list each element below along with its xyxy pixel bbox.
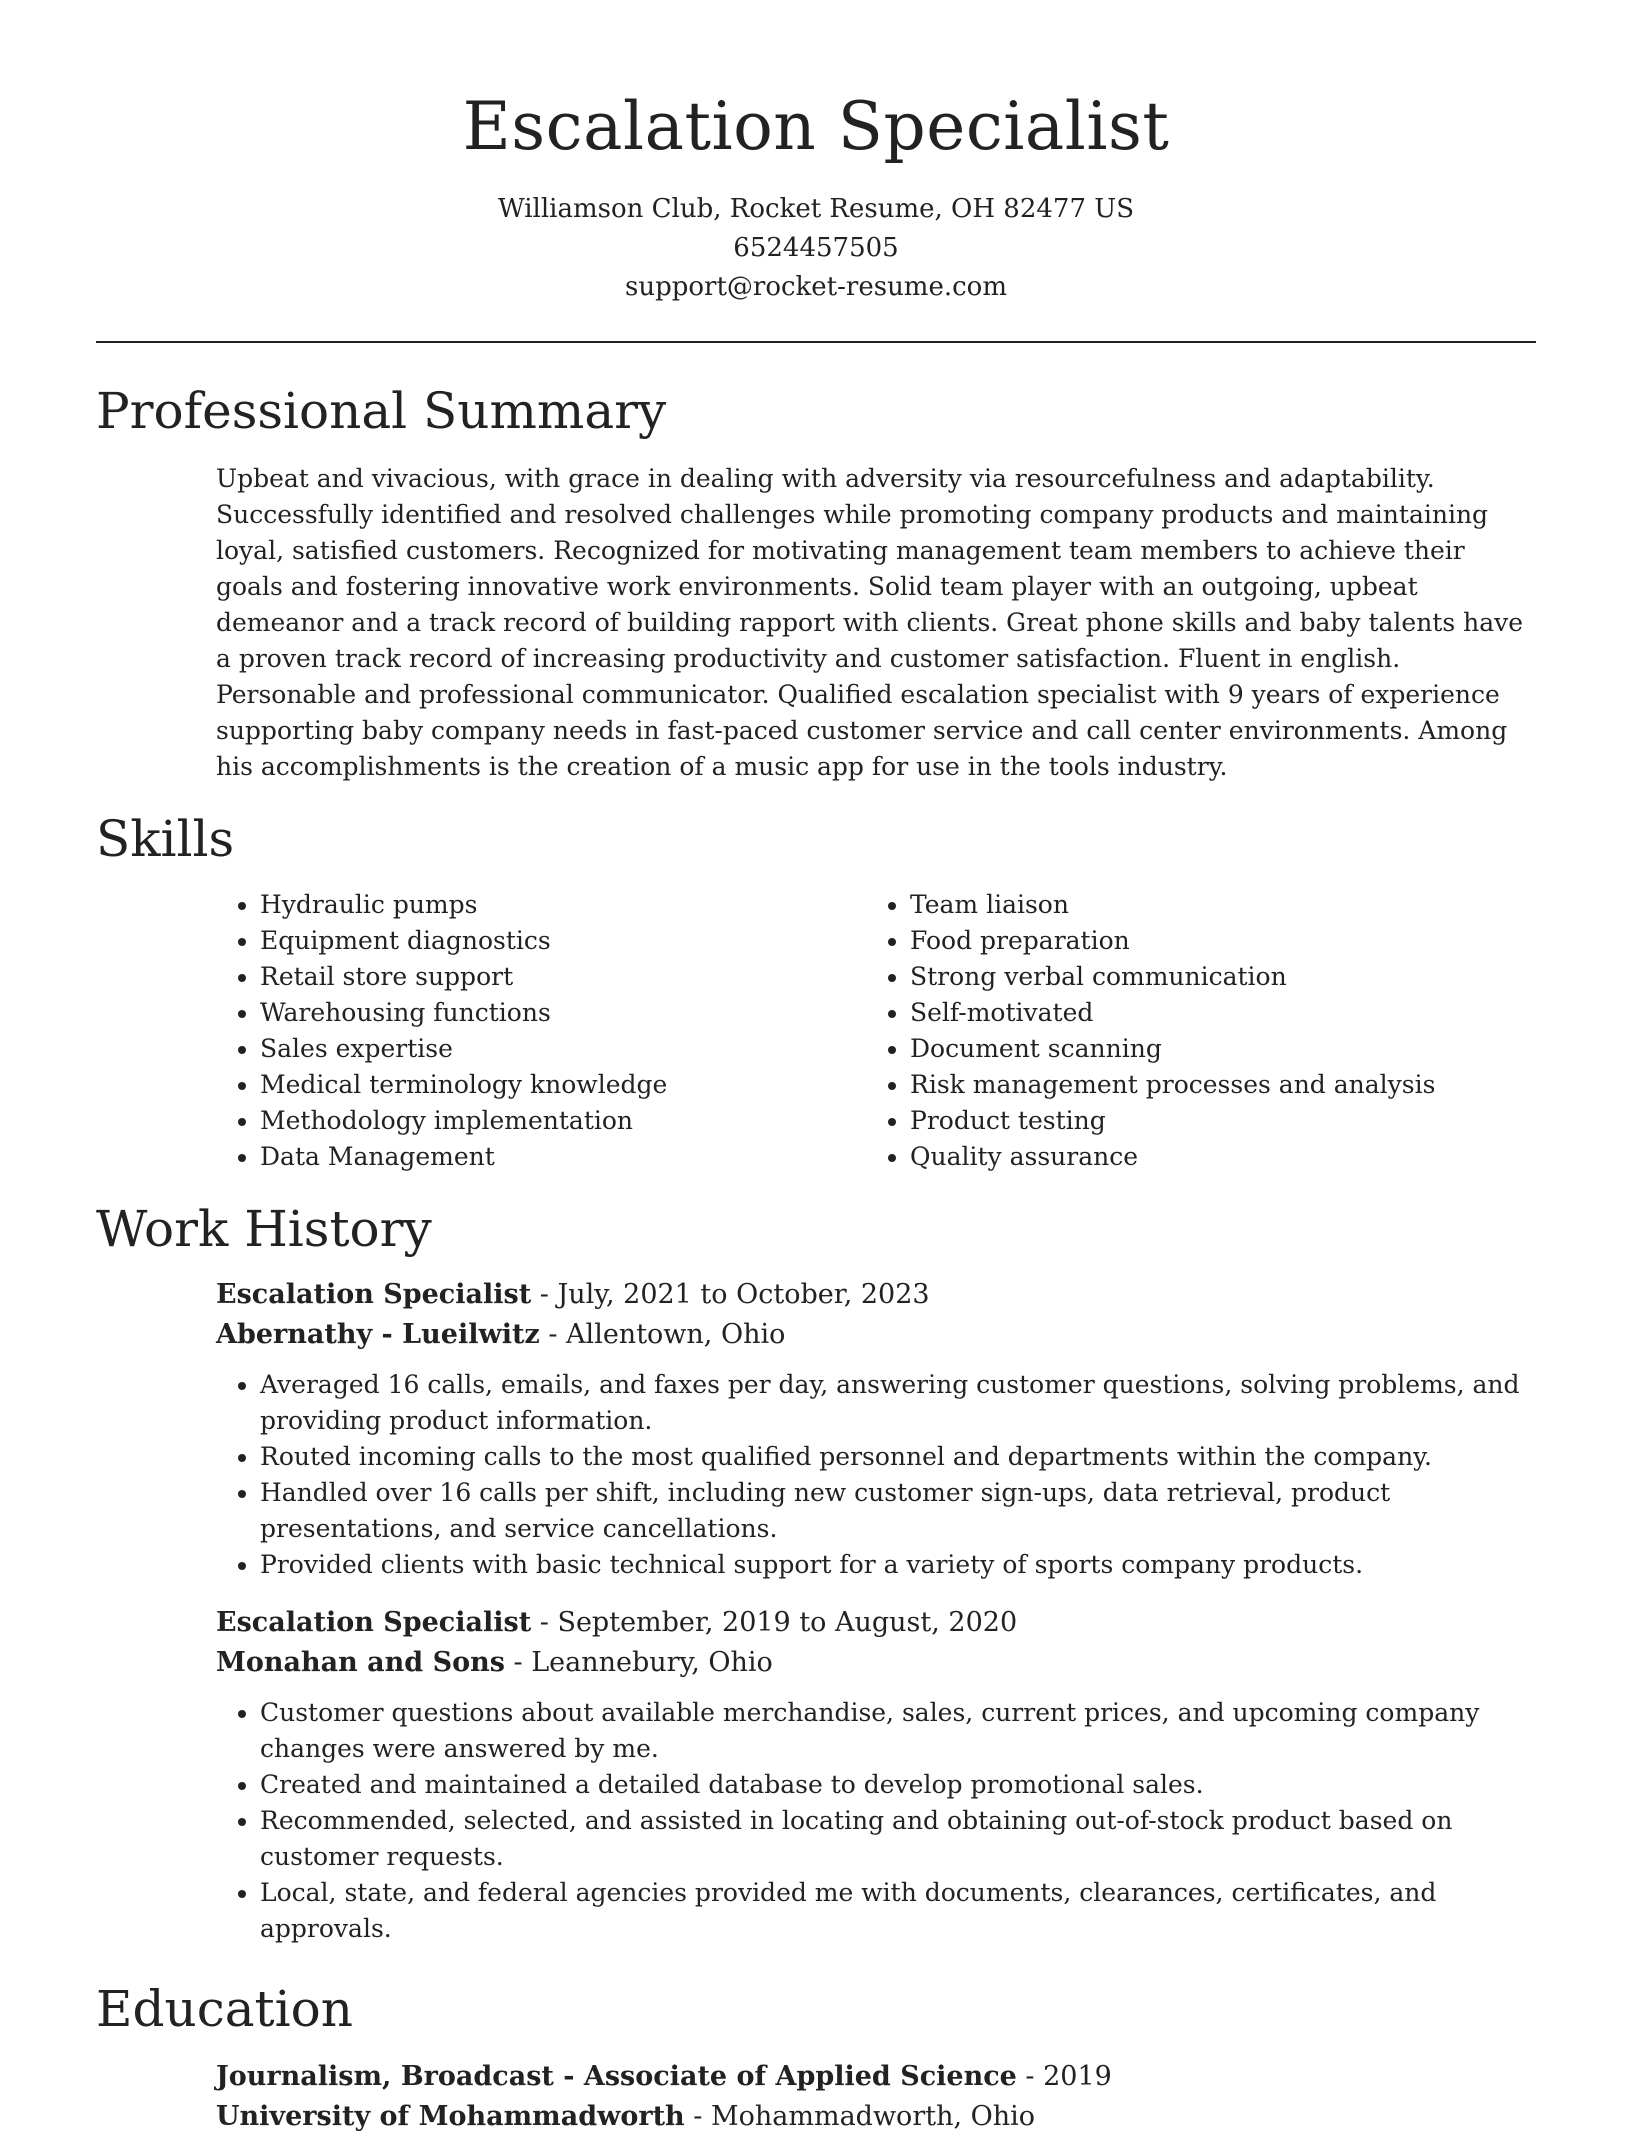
education-location: - Mohammadworth, Ohio	[684, 2101, 1036, 2132]
resume-name: Escalation Specialist	[462, 88, 1170, 165]
skills-column-left	[216, 887, 866, 1175]
skill-item: • Equipment diagnostics	[260, 923, 866, 959]
skill-item: • Data Management	[260, 1139, 866, 1175]
job-entry	[216, 1603, 1536, 1947]
skill-item: • Sales expertise	[260, 1031, 866, 1067]
job-entry	[216, 1275, 1536, 1583]
skill-item: • Medical terminology knowledge	[260, 1067, 866, 1103]
contact-address: Williamson Club, Rocket Resume, OH 82477 US	[497, 194, 1135, 224]
skill-item: • Strong verbal communication	[910, 959, 1516, 995]
job-company: Abernathy - Lueilwitz	[216, 1319, 540, 1350]
contact-info	[96, 190, 1536, 307]
skill-item: • Document scanning	[910, 1031, 1516, 1067]
skill-item: • Warehousing functions	[260, 995, 866, 1031]
education-degree: Journalism, Broadcast - Associate of Applied Science	[216, 2061, 1017, 2092]
job-company-line	[216, 1315, 1536, 1355]
contact-phone: 6524457505	[733, 233, 899, 263]
resume-page	[96, 0, 1536, 2137]
skill-item: • Product testing	[910, 1103, 1516, 1139]
skill-item: • Methodology implementation	[260, 1103, 866, 1139]
job-position: Escalation Specialist	[216, 1279, 532, 1310]
job-bullet: • Recommended, selected, and assisted in locating and obtaining out-of-stock product based on customer requests.	[260, 1803, 1536, 1875]
job-dates: - July, 2021 to October, 2023	[531, 1279, 930, 1310]
education-year: - 2019	[1016, 2061, 1112, 2092]
job-bullet: • Handled over 16 calls per shift, including new customer sign-ups, data retrieval, product presentations, and service cancellations.	[260, 1475, 1536, 1547]
summary-text: Upbeat and vivacious, with grace in dealing with adversity via resourcefulness and adaptability. Successfully identified and resolved challenges while promoting company products and maintaining loyal, satisfied customers. Recognized for motivating management team members to achieve their goals and fostering innovative work environments. Solid team player with an outgoing, upbeat demeanor and a track record of building rapport with clients. Great phone skills and baby talents have a proven track record of increasing productivity and customer satisfaction. Fluent in english. Personable and professional communicator. Qualified escalation specialist with 9 years of experience supporting baby company needs in fast-paced customer service and call center environments. Among his accomplishments is the creation of a music app for use in the tools industry.	[216, 464, 1524, 781]
work-history-heading: Work History	[96, 1200, 432, 1258]
job-bullet: • Routed incoming calls to the most qualified personnel and departments within the company.	[260, 1439, 1536, 1475]
skill-item: • Hydraulic pumps	[260, 887, 866, 923]
skill-item: • Team liaison	[910, 887, 1516, 923]
job-title-line	[216, 1275, 1536, 1315]
job-title-line	[216, 1603, 1536, 1643]
skills-column-right	[866, 887, 1516, 1175]
job-location: - Allentown, Ohio	[539, 1319, 786, 1350]
skills-list	[216, 887, 1536, 1175]
job-position: Escalation Specialist	[216, 1607, 532, 1638]
job-bullet: • Created and maintained a detailed database to develop promotional sales.	[260, 1767, 1536, 1803]
education-heading: Education	[96, 1980, 353, 2038]
summary-heading: Professional Summary	[96, 382, 667, 440]
contact-email: support@rocket-resume.com	[624, 272, 1007, 302]
education-school-line	[216, 2097, 1536, 2137]
job-company: Monahan and Sons	[216, 1647, 505, 1678]
job-bullet: • Customer questions about available merchandise, sales, current prices, and upcoming company changes were answered by me.	[260, 1695, 1536, 1767]
skill-item: • Risk management processes and analysis	[910, 1067, 1516, 1103]
job-bullets	[216, 1695, 1536, 1947]
job-bullet: • Averaged 16 calls, emails, and faxes per day, answering customer questions, solving problems, and providing product information.	[260, 1367, 1536, 1439]
job-bullets	[216, 1367, 1536, 1583]
education-degree-line	[216, 2057, 1536, 2097]
job-dates: - September, 2019 to August, 2020	[531, 1607, 1018, 1638]
skill-item: • Retail store support	[260, 959, 866, 995]
job-location: - Leannebury, Ohio	[504, 1647, 773, 1678]
skill-item: • Self-motivated	[910, 995, 1516, 1031]
skill-item: • Quality assurance	[910, 1139, 1516, 1175]
job-bullet: • Local, state, and federal agencies provided me with documents, clearances, certificates, and approvals.	[260, 1875, 1536, 1947]
header-divider	[96, 341, 1536, 343]
education-entry	[216, 2057, 1536, 2137]
job-company-line	[216, 1643, 1536, 1683]
skill-item: • Food preparation	[910, 923, 1516, 959]
job-bullet: • Provided clients with basic technical support for a variety of sports company products.	[260, 1547, 1536, 1583]
education-school: University of Mohammadworth	[216, 2101, 685, 2132]
skills-heading: Skills	[96, 810, 235, 868]
